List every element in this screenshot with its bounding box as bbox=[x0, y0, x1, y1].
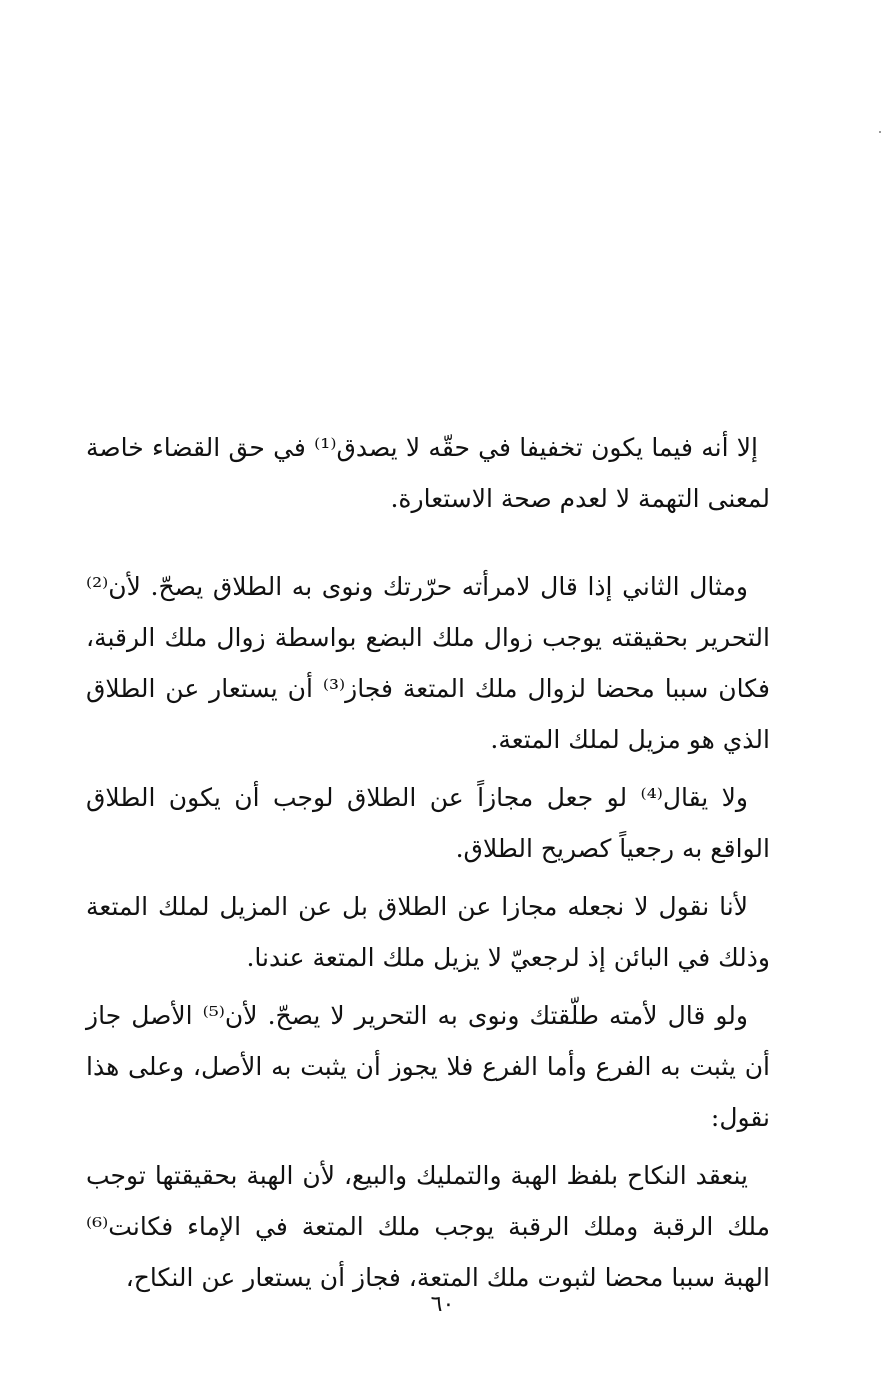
paragraph-1: إلا أنه فيما يكون تخفيفا في حقّه لا يصدق⁽¹⁾ في حق القضاء خاصة لمعنى التهمة لا لعدم صحة الاستعارة. bbox=[86, 433, 770, 513]
paragraph-3: ولا يقال⁽⁴⁾ لو جعل مجازاً عن الطلاق لوجب أن يكون الطلاق الواقع به رجعياً كصريح الطلاق. bbox=[86, 783, 770, 863]
paragraph-4: لأنا نقول لا نجعله مجازا عن الطلاق بل عن المزيل لملك المتعة وذلك في البائن إذ لرجعيّ لا يزيل ملك المتعة عندنا. bbox=[86, 892, 770, 972]
paragraph-2: ومثال الثاني إذا قال لامرأته حرّرتك ونوى به الطلاق يصحّ. لأن⁽²⁾ التحرير بحقيقته يوجب زوال ملك البضع بواسطة زوال ملك الرقبة، فكان سببا محضا لزوال ملك المتعة فجاز⁽³⁾ أن يستعار عن الطلاق الذي هو مزيل لملك المتعة. bbox=[86, 572, 770, 754]
body-text bbox=[86, 422, 770, 1303]
page-number: ٦٠ bbox=[430, 1292, 455, 1317]
scan-mark bbox=[879, 131, 881, 133]
paragraph-5: ولو قال لأمته طلّقتك ونوى به التحرير لا يصحّ. لأن⁽⁵⁾ الأصل جاز أن يثبت به الفرع وأما الفرع فلا يجوز أن يثبت به الأصل، وعلى هذا نقول: bbox=[86, 1001, 770, 1132]
paragraph-6: ينعقد النكاح بلفظ الهبة والتمليك والبيع، لأن الهبة بحقيقتها توجب ملك الرقبة وملك الرقبة يوجب ملك المتعة في الإماء فكانت⁽⁶⁾ الهبة سببا محضا لثبوت ملك المتعة، فجاز أن يستعار عن النكاح، bbox=[86, 1161, 770, 1292]
